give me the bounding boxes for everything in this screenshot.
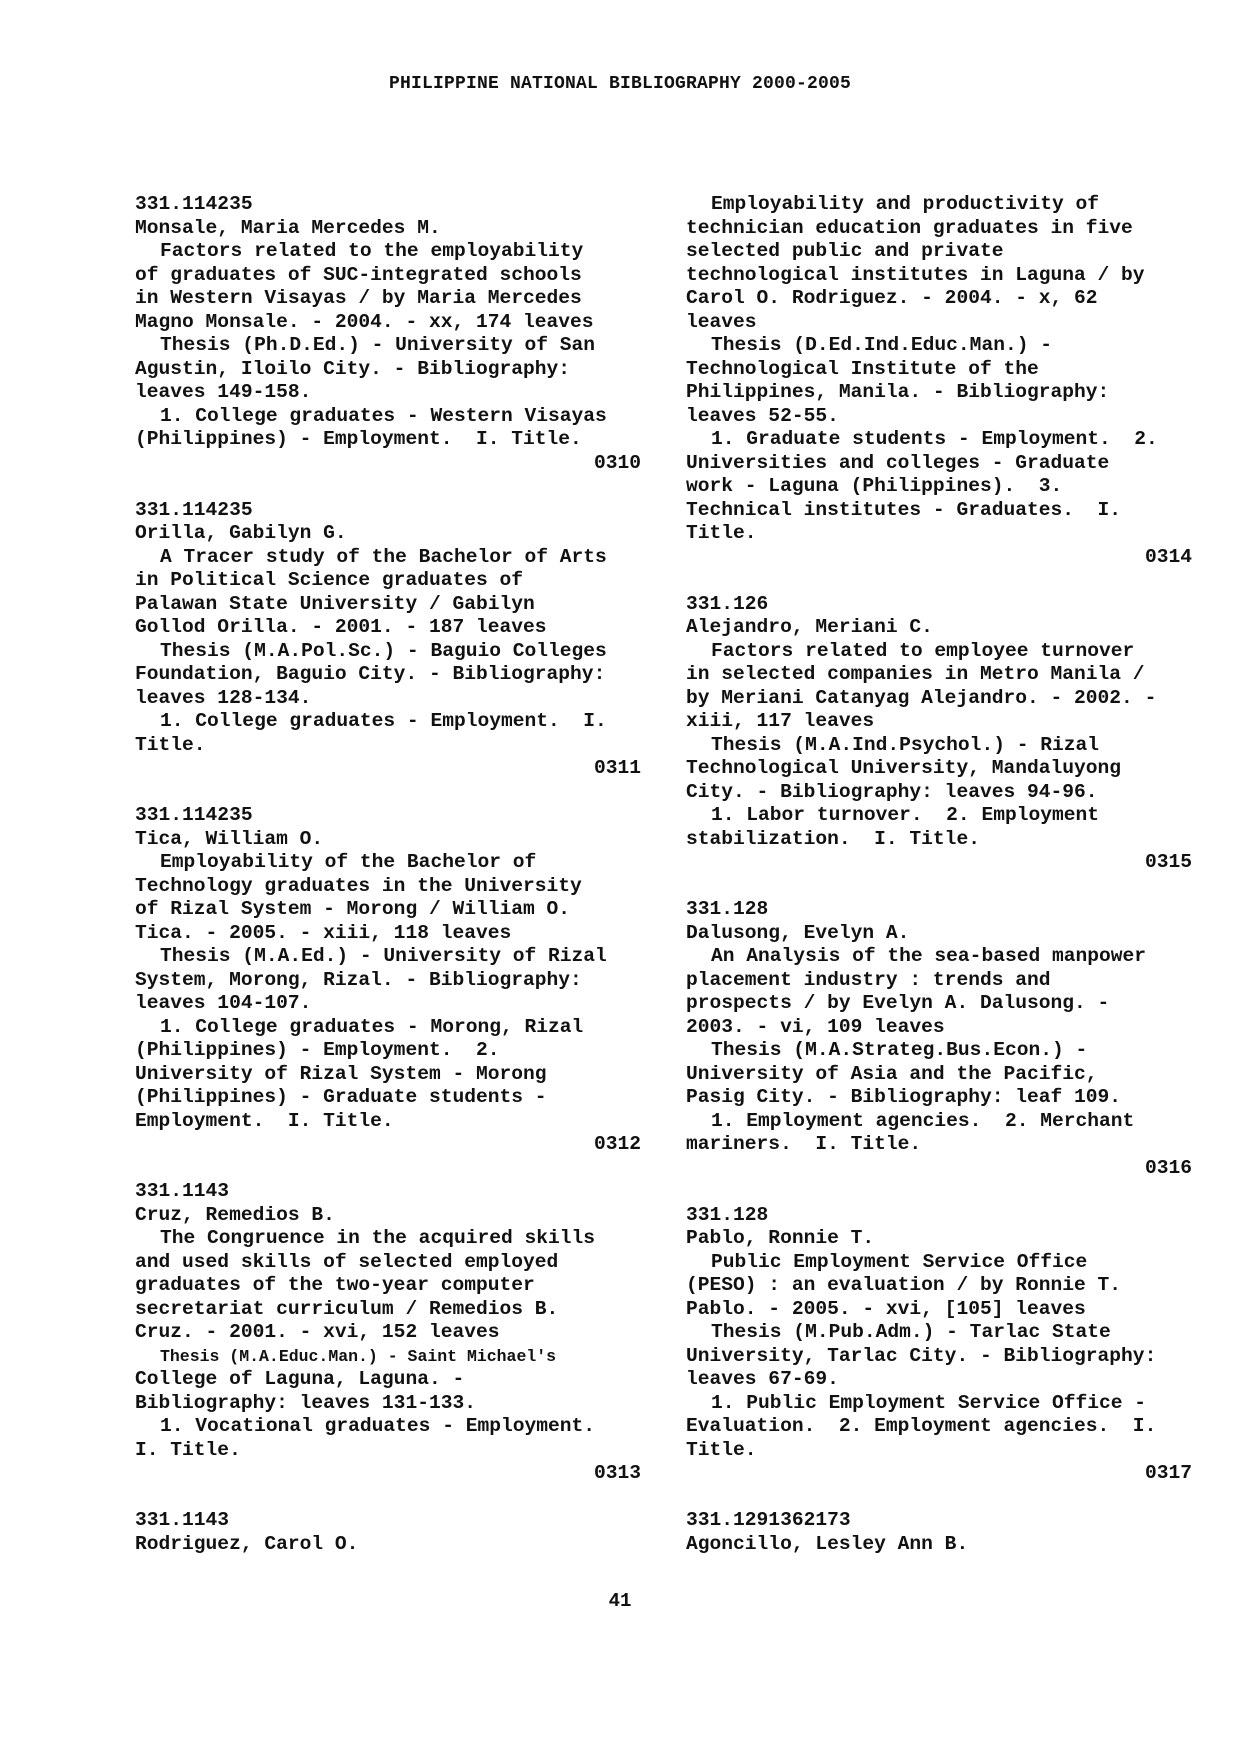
entry-line: Tica, William O. xyxy=(135,827,324,850)
entry-line: of graduates of SUC-integrated schools xyxy=(135,263,582,286)
entry-number: 0311 xyxy=(593,757,641,779)
entry-number: 0312 xyxy=(593,1133,641,1155)
entry-line: mariners. I. Title. xyxy=(686,1133,922,1155)
entry-line: selected public and private xyxy=(686,240,1004,262)
entry-number: 0313 xyxy=(593,1462,641,1484)
entry-line: Public Employment Service Office xyxy=(711,1250,1088,1273)
entry-line: Factors related to the employability xyxy=(160,240,584,262)
bibliography-entry xyxy=(686,193,1192,569)
right-column xyxy=(686,193,1192,1580)
entry-line: Thesis (D.Ed.Ind.Educ.Man.) - xyxy=(711,334,1052,356)
entry-line: University of Asia and the Pacific, xyxy=(686,1062,1098,1085)
entry-line: System, Morong, Rizal. - Bibliography: xyxy=(135,968,582,991)
entry-line: A Tracer study of the Bachelor of Arts xyxy=(160,545,607,568)
entry-line: Technological Institute of the xyxy=(686,357,1039,380)
entry-line: leaves 104-107. xyxy=(135,992,312,1014)
entry-line: placement industry : trends and xyxy=(686,968,1051,991)
left-column xyxy=(135,193,641,1580)
entry-line: Tica. - 2005. - xiii, 118 leaves xyxy=(135,921,512,944)
entry-line: 331.1291362173 xyxy=(686,1509,851,1531)
entry-line: 331.126 xyxy=(686,592,769,615)
bibliography-entry xyxy=(135,193,641,475)
entry-line: Cruz, Remedios B. xyxy=(135,1203,335,1226)
entry-line: Technological University, Mandaluyong xyxy=(686,757,1122,779)
entry-line: 331.1143 xyxy=(135,1509,230,1531)
bibliography-entry xyxy=(135,499,641,781)
entry-line: I. Title. xyxy=(135,1438,241,1461)
entry-line: Alejandro, Meriani C. xyxy=(686,616,933,638)
entry-line: Agustin, Iloilo City. - Bibliography: xyxy=(135,357,571,380)
entry-line: Thesis (M.A.Ed.) - University of Rizal xyxy=(160,945,607,967)
entry-line: 331.114235 xyxy=(135,498,253,521)
entry-line: Pablo, Ronnie T. xyxy=(686,1227,875,1249)
entry-line: 1. Vocational graduates - Employment. xyxy=(160,1415,596,1437)
entry-line: 1. Graduate students - Employment. 2. xyxy=(711,428,1158,450)
bibliography-entry xyxy=(135,804,641,1157)
entry-line: Orilla, Gabilyn G. xyxy=(135,522,347,544)
entry-number: 0316 xyxy=(1144,1156,1192,1179)
entry-line: 331.1143 xyxy=(135,1180,230,1202)
entry-line: Bibliography: leaves 131-133. xyxy=(135,1391,476,1414)
entry-line: 1. College graduates - Employment. I. xyxy=(160,710,607,732)
entry-line: Title. xyxy=(686,1438,757,1461)
entry-line: Factors related to employee turnover xyxy=(711,639,1135,662)
entry-line: Thesis (M.Pub.Adm.) - Tarlac State xyxy=(711,1321,1111,1343)
entry-line: 1. Employment agencies. 2. Merchant xyxy=(711,1109,1135,1132)
entry-line: Carol O. Rodriguez. - 2004. - x, 62 xyxy=(686,287,1098,309)
bibliography-entry xyxy=(686,1509,1192,1556)
entry-line: Thesis (Ph.D.Ed.) - University of San xyxy=(160,334,596,356)
entry-line: stabilization. I. Title. xyxy=(686,827,980,850)
entry-line: 331.128 xyxy=(686,1203,769,1226)
entry-line: Magno Monsale. - 2004. - xx, 174 leaves xyxy=(135,310,594,333)
entry-line: Universities and colleges - Graduate xyxy=(686,451,1110,474)
entry-line: Title. xyxy=(686,522,757,544)
entry-line: Thesis (M.A.Ind.Psychol.) - Rizal xyxy=(711,733,1100,756)
entry-line: work - Laguna (Philippines). 3. xyxy=(686,475,1063,497)
entry-line: in Political Science graduates of xyxy=(135,569,524,591)
entry-line: (Philippines) - Graduate students - xyxy=(135,1086,547,1108)
entry-line: xiii, 117 leaves xyxy=(686,710,875,732)
entry-line: Agoncillo, Lesley Ann B. xyxy=(686,1532,969,1555)
entry-line: by Meriani Catanyag Alejandro. - 2002. - xyxy=(686,686,1157,709)
entry-line: secretariat curriculum / Remedios B. xyxy=(135,1297,559,1320)
bibliography-entry xyxy=(686,898,1192,1180)
entry-line: 331.114235 xyxy=(135,804,253,826)
entry-line: and used skills of selected employed xyxy=(135,1250,559,1273)
entry-line: Foundation, Baguio City. - Bibliography: xyxy=(135,663,606,685)
entry-line: leaves 149-158. xyxy=(135,381,312,403)
entry-number: 0315 xyxy=(1144,851,1192,873)
entry-line: Employability of the Bachelor of xyxy=(160,851,537,873)
entry-line: Gollod Orilla. - 2001. - 187 leaves xyxy=(135,616,547,638)
entry-line: Thesis (M.A.Strateg.Bus.Econ.) - xyxy=(711,1039,1088,1061)
bibliography-entry xyxy=(686,593,1192,875)
entry-line: Employability and productivity of xyxy=(711,193,1100,215)
entry-line: Title. xyxy=(135,733,206,756)
bibliography-entry xyxy=(135,1509,641,1556)
entry-line: Employment. I. Title. xyxy=(135,1109,394,1132)
entry-line: in Western Visayas / by Maria Mercedes xyxy=(135,287,582,309)
entry-line: Dalusong, Evelyn A. xyxy=(686,921,910,944)
entry-line: 1. College graduates - Western Visayas xyxy=(160,404,607,427)
entry-line: Pasig City. - Bibliography: leaf 109. xyxy=(686,1086,1122,1108)
entry-line: 1. College graduates - Morong, Rizal xyxy=(160,1015,584,1038)
entry-line: prospects / by Evelyn A. Dalusong. - xyxy=(686,992,1110,1014)
entry-line: College of Laguna, Laguna. - xyxy=(135,1368,465,1390)
bibliography-entry xyxy=(135,1180,641,1486)
entry-line: 1. Public Employment Service Office - xyxy=(711,1391,1147,1414)
entry-line: 1. Labor turnover. 2. Employment xyxy=(711,804,1100,826)
entry-line: Thesis (M.A.Educ.Man.) - Saint Michael's xyxy=(160,1346,557,1366)
entry-line: in selected companies in Metro Manila / xyxy=(686,663,1145,685)
entry-line: Technical institutes - Graduates. I. xyxy=(686,498,1122,521)
entry-line: leaves 52-55. xyxy=(686,404,839,427)
entry-line: leaves xyxy=(686,310,757,333)
entry-line: Technology graduates in the University xyxy=(135,874,582,897)
page-number: 41 xyxy=(608,1590,632,1612)
bibliography-entry xyxy=(686,1204,1192,1486)
entry-line: An Analysis of the sea-based manpower xyxy=(711,945,1147,967)
entry-number: 0317 xyxy=(1144,1462,1192,1484)
entry-line: Philippines, Manila. - Bibliography: xyxy=(686,381,1110,403)
entry-line: City. - Bibliography: leaves 94-96. xyxy=(686,780,1098,803)
entry-line: Pablo. - 2005. - xvi, [105] leaves xyxy=(686,1297,1086,1320)
entry-line: 331.128 xyxy=(686,898,769,920)
entry-line: technician education graduates in five xyxy=(686,216,1133,239)
entry-number: 0314 xyxy=(1144,545,1192,568)
page-header: PHILIPPINE NATIONAL BIBLIOGRAPHY 2000-2005 xyxy=(388,74,852,94)
entry-line: (PESO) : an evaluation / by Ronnie T. xyxy=(686,1274,1122,1296)
entry-line: (Philippines) - Employment. 2. xyxy=(135,1039,500,1061)
entry-line: 331.114235 xyxy=(135,193,253,215)
entry-line: (Philippines) - Employment. I. Title. xyxy=(135,428,582,450)
entry-line: Thesis (M.A.Pol.Sc.) - Baguio Colleges xyxy=(160,639,607,662)
entry-line: technological institutes in Laguna / by xyxy=(686,263,1145,286)
entry-line: 2003. - vi, 109 leaves xyxy=(686,1015,945,1038)
entry-line: leaves 128-134. xyxy=(135,686,312,709)
entry-line: University, Tarlac City. - Bibliography: xyxy=(686,1344,1157,1367)
entry-line: leaves 67-69. xyxy=(686,1368,839,1390)
entry-line: University of Rizal System - Morong xyxy=(135,1062,547,1085)
entry-line: Cruz. - 2001. - xvi, 152 leaves xyxy=(135,1321,500,1343)
entry-number: 0310 xyxy=(593,451,641,474)
entry-line: Monsale, Maria Mercedes M. xyxy=(135,216,441,239)
entry-line: Palawan State University / Gabilyn xyxy=(135,592,535,615)
entry-line: The Congruence in the acquired skills xyxy=(160,1227,596,1249)
entry-line: Rodriguez, Carol O. xyxy=(135,1532,359,1555)
entry-line: of Rizal System - Morong / William O. xyxy=(135,898,571,920)
entry-line: graduates of the two-year computer xyxy=(135,1274,535,1296)
entry-line: Evaluation. 2. Employment agencies. I. xyxy=(686,1415,1157,1437)
